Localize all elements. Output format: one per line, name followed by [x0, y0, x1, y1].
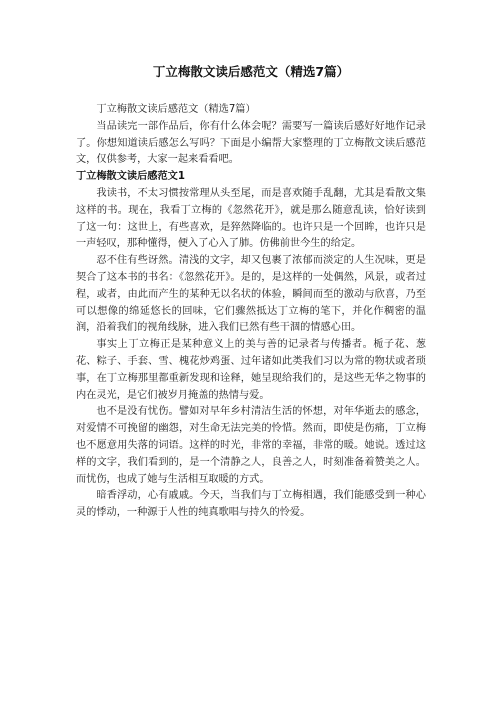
paragraph-2: 忍不住有些讶然。清浅的文字，却又包裹了浓郁而淡定的人生况味，更是契合了这本书的书名：《忽然花开》。是的，是这样的一处偶然，风景，或者过程，或者，由此而产生的某种无以名状的体验，瞬间而至的激动与欣喜，乃至可以想像的绵延悠长的回味，它们骤然抵达丁立梅的笔下，并化作稠密的温润，沿着我们的视角线脉，进入我们已然有些干涸的情感心田。	[76, 255, 426, 334]
intro-paragraph: 当品读完一部作品后，你有什么体会呢？需要写一篇读后感好好地作记录了。你想知道读后感怎么写吗？下面是小编帮大家整理的丁立梅散文读后感范文，仅供参考，大家一起来看看吧。	[76, 120, 426, 166]
document-title: 丁立梅散文读后感范文（精选7篇）	[152, 64, 350, 79]
paragraph-5: 暗香浮动，心有戚戚。今天，当我们与丁立梅相遇，我们能感受到一种心灵的悸动，一种源于人性的纯真歌唱与持久的怜爱。	[76, 490, 426, 519]
paragraph-3: 事实上丁立梅正是某种意义上的美与善的记录者与传播者。栀子花、葱花、粽子、手套、雪、槐花炒鸡蛋、过年诸如此类我们习以为常的物状或者琐事，在丁立梅那里都重新发现和诠释，她呈现给我们的，是这些无华之物事的内在灵光，是它们被岁月掩盖的热情与爱。	[76, 339, 426, 401]
paragraph-1: 我读书，不太习惯按常理从头至尾，而是喜欢随手乱翻，尤其是看散文集这样的书。现在，我看丁立梅的《忽然花开》，就是那么随意乱读，恰好读到了这一句：这世上，有些喜欢，是猝然降临的。也许只是一个回眸，也许只是一声轻叹，那种懂得，便入了心入了肺。仿佛前世今生的给定。	[76, 187, 426, 250]
intro-title: 丁立梅散文读后感范文（精选7篇）	[96, 104, 256, 115]
paragraph-4: 也不是没有忧伤。譬如对早年乡村清洁生活的怀想，对年华逝去的感念，对爱情不可挽留的幽怨，对生命无法完美的怜惜。然而，即使是伤痛，丁立梅也不愿意用失落的词语。这样的时光，非常的幸福，非常的暖。她说。透过这样的文字，我们看到的，是一个清静之人，良善之人，时刻准备着赞美之人。而忧伤，也成了她与生活相互取暖的方式。	[76, 406, 426, 485]
section-heading: 丁立梅散文读后感范文1	[76, 171, 185, 183]
